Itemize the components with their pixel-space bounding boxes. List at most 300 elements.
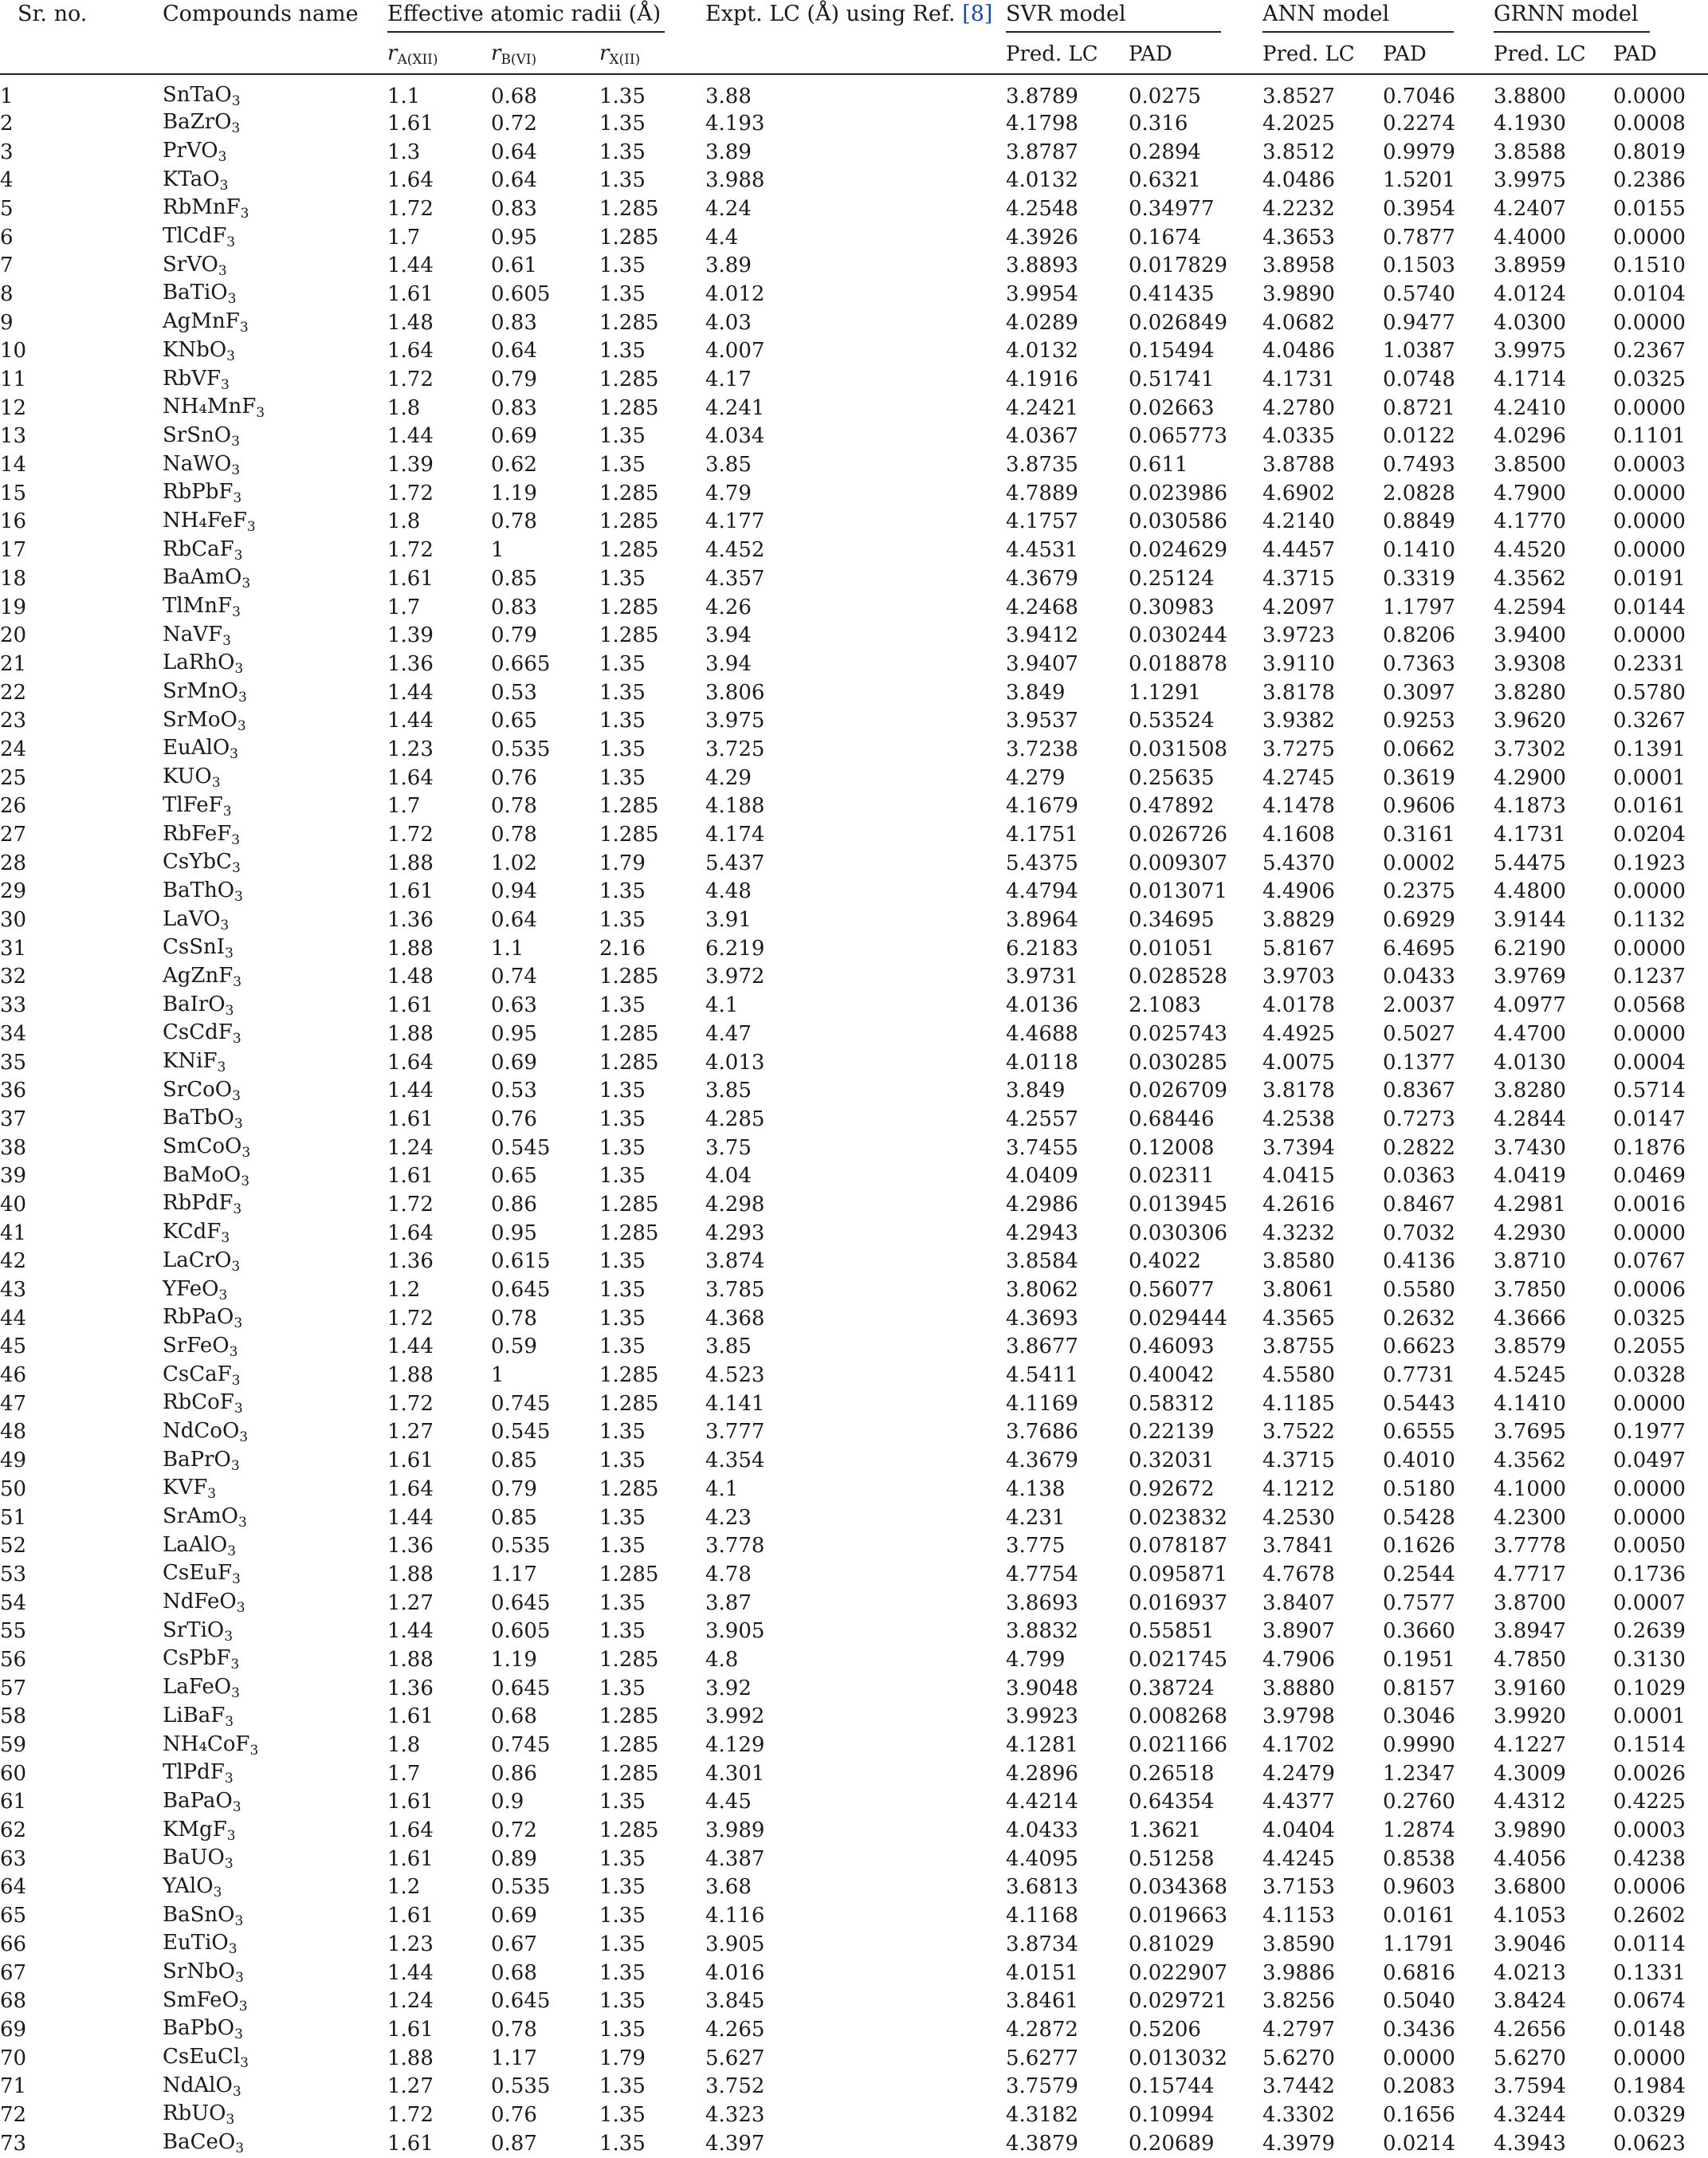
table-row: [0, 1190, 1708, 1219]
expt-lc-cell: 3.94: [705, 651, 752, 676]
svr-pred-cell: 3.8584: [1006, 1249, 1078, 1274]
table-row: [0, 1930, 1708, 1959]
grnn-pred-cell: 4.0296: [1494, 424, 1566, 449]
svr-pad-cell: 0.024629: [1129, 538, 1228, 563]
ann-pred-cell: 3.8880: [1262, 1676, 1335, 1700]
grnn-pad-cell: 0.1510: [1613, 254, 1686, 278]
r-x-cell: 1.285: [599, 595, 659, 619]
expt-lc-cell: 4.8: [705, 1647, 739, 1672]
grnn-pred-cell: 3.7850: [1494, 1278, 1566, 1303]
svr-pred-cell: 4.1281: [1006, 1733, 1078, 1758]
table-row: [0, 1361, 1708, 1390]
r-b-cell: 0.62: [491, 453, 537, 478]
compound-cell: BaSnO$_3$: [163, 1902, 244, 1929]
r-x-cell: 1.35: [599, 1164, 646, 1189]
table-row: [0, 849, 1708, 878]
grnn-pred-cell: 3.9620: [1494, 709, 1566, 733]
compound-cell: BaUO$_3$: [163, 1846, 234, 1873]
r-b-cell: 0.78: [491, 2017, 537, 2042]
header-svr-model: SVR model: [1006, 0, 1262, 35]
r-b-cell: 0.89: [491, 1846, 537, 1871]
spacer-cell: [96, 365, 163, 394]
header-compound-name: Compounds name: [163, 2, 359, 26]
r-x-cell: 1.285: [599, 1221, 659, 1245]
grnn-pred-cell: 4.2844: [1494, 1107, 1566, 1131]
expt-lc-cell: 4.48: [705, 879, 752, 904]
spacer-cell: [96, 1674, 163, 1703]
ann-pad-cell: 0.0122: [1383, 424, 1455, 449]
svr-pad-cell: 0.065773: [1129, 424, 1228, 449]
r-b-cell: 0.545: [491, 1420, 551, 1445]
compound-cell: BaIrO$_3$: [163, 992, 234, 1019]
spacer-cell: [96, 1418, 163, 1447]
sr-no-cell: 23: [0, 709, 27, 733]
spacer-cell: [96, 508, 163, 537]
svr-pred-cell: 3.8461: [1006, 1989, 1078, 2014]
r-x-cell: 1.35: [599, 1960, 646, 1985]
sr-no-cell: 8: [0, 281, 14, 306]
spacer-cell: [96, 706, 163, 735]
svr-pred-cell: 4.7754: [1006, 1562, 1078, 1586]
grnn-pred-cell: 3.7302: [1494, 737, 1566, 761]
table-row: [0, 678, 1708, 707]
ann-pred-cell: 4.0486: [1262, 339, 1335, 364]
ann-pad-cell: 0.0748: [1383, 368, 1455, 392]
ann-pred-cell: 4.1478: [1262, 794, 1335, 819]
grnn-pad-cell: 0.0469: [1613, 1164, 1686, 1189]
grnn-pad-cell: 0.0000: [1613, 225, 1686, 250]
svr-pad-cell: 0.25124: [1129, 566, 1215, 591]
table-row: [0, 1105, 1708, 1134]
r-x-cell: 1.285: [599, 1476, 659, 1501]
ann-pad-cell: 0.6816: [1383, 1960, 1455, 1985]
ann-pad-cell: 0.4136: [1383, 1249, 1455, 1274]
compound-cell: RbCoF$_3$: [163, 1390, 243, 1417]
svr-pred-cell: 4.0132: [1006, 339, 1078, 364]
r-b-cell: 0.94: [491, 879, 537, 904]
compound-cell: RbPbF$_3$: [163, 480, 242, 507]
svr-pad-cell: 0.15744: [1129, 2074, 1215, 2099]
ann-pred-cell: 4.2232: [1262, 196, 1335, 221]
spacer-cell: [96, 764, 163, 792]
sr-no-cell: 7: [0, 254, 14, 278]
reference-link[interactable]: [8]: [962, 2, 993, 26]
expt-lc-cell: 4.034: [705, 424, 765, 449]
spacer-cell: [96, 1446, 163, 1475]
grnn-pad-cell: 0.0000: [1613, 509, 1686, 534]
ann-pred-cell: 3.8580: [1262, 1249, 1335, 1274]
grnn-pred-cell: 4.1714: [1494, 368, 1566, 392]
header-r-a: $r_{A(XII)}$: [387, 35, 491, 74]
ann-pad-cell: 0.6555: [1383, 1420, 1455, 1445]
sr-no-cell: 72: [0, 2102, 27, 2127]
ann-pred-cell: 3.9890: [1262, 281, 1335, 306]
svr-pred-cell: 4.7889: [1006, 481, 1078, 505]
svr-pad-cell: 0.030306: [1129, 1221, 1228, 1245]
header-sr-no: Sr. no.: [18, 2, 88, 26]
sr-no-cell: 55: [0, 1619, 27, 1644]
svr-pred-cell: 4.2986: [1006, 1192, 1078, 1217]
ann-pad-cell: 0.2375: [1383, 879, 1455, 904]
r-b-cell: 0.53: [491, 680, 537, 705]
grnn-pred-cell: 3.9975: [1494, 339, 1566, 364]
sr-no-cell: 47: [0, 1391, 27, 1416]
sr-no-cell: 42: [0, 1249, 27, 1274]
sr-no-cell: 28: [0, 851, 27, 875]
grnn-pad-cell: 0.1101: [1613, 424, 1686, 449]
compound-cell: SrSnO$_3$: [163, 423, 240, 450]
r-a-cell: 1.61: [387, 566, 434, 591]
grnn-pad-cell: 0.0004: [1613, 1050, 1686, 1075]
svr-pred-cell: 4.1751: [1006, 823, 1078, 847]
grnn-pred-cell: 4.4056: [1494, 1846, 1566, 1871]
grnn-pad-cell: 0.0497: [1613, 1448, 1686, 1473]
expt-lc-cell: 3.725: [705, 737, 765, 761]
compound-cell: SrFeO$_3$: [163, 1333, 238, 1360]
spacer-cell: [96, 195, 163, 223]
grnn-pred-cell: 3.9975: [1494, 168, 1566, 193]
ann-pred-cell: 5.6270: [1262, 2046, 1335, 2070]
r-x-cell: 1.35: [599, 1505, 646, 1530]
r-b-cell: 0.86: [491, 1761, 537, 1786]
svr-pad-cell: 0.023986: [1129, 481, 1228, 505]
r-b-cell: 0.745: [491, 1733, 551, 1758]
compound-cell: BaZrO$_3$: [163, 110, 241, 137]
sr-no-cell: 24: [0, 737, 27, 761]
ann-pred-cell: 4.2797: [1262, 2017, 1335, 2042]
ann-pad-cell: 0.6929: [1383, 908, 1455, 933]
compound-cell: CsPbF$_3$: [163, 1646, 240, 1673]
expt-lc-cell: 4.26: [705, 595, 752, 619]
grnn-pad-cell: 0.0674: [1613, 1989, 1686, 2014]
ann-pred-cell: 4.0486: [1262, 168, 1335, 193]
table-row: [0, 1816, 1708, 1845]
grnn-pad-cell: 0.0001: [1613, 1704, 1686, 1729]
ann-pred-cell: 4.3653: [1262, 225, 1335, 250]
svr-pad-cell: 0.64354: [1129, 1790, 1215, 1814]
grnn-pred-cell: 3.6800: [1494, 1875, 1566, 1900]
grnn-pred-cell: 3.9144: [1494, 908, 1566, 933]
table-row: [0, 1560, 1708, 1589]
r-b-cell: 0.78: [491, 823, 537, 847]
svr-pad-cell: 0.47892: [1129, 794, 1215, 819]
sr-no-cell: 69: [0, 2017, 27, 2042]
ann-pred-cell: 4.0178: [1262, 993, 1335, 1018]
sr-no-cell: 25: [0, 765, 27, 790]
table-row: [0, 2129, 1708, 2158]
grnn-pad-cell: 0.0000: [1613, 1021, 1686, 1046]
ann-pred-cell: 4.3565: [1262, 1306, 1335, 1331]
table-row: [0, 280, 1708, 309]
r-b-cell: 0.85: [491, 566, 537, 591]
ann-pred-cell: 4.3715: [1262, 1448, 1335, 1473]
r-b-cell: 0.535: [491, 1875, 551, 1900]
r-a-cell: 1.72: [387, 196, 434, 221]
ann-pad-cell: 0.7273: [1383, 1107, 1455, 1131]
compound-cell: TlCdF$_3$: [163, 224, 236, 251]
ann-pad-cell: 0.8206: [1383, 623, 1455, 648]
r-x-cell: 1.285: [599, 481, 659, 505]
compound-cell: SrVO$_3$: [163, 252, 227, 279]
compound-cell: RbPaO$_3$: [163, 1305, 243, 1332]
ann-pad-cell: 0.7046: [1383, 84, 1455, 108]
svr-pad-cell: 0.009307: [1129, 851, 1228, 875]
ann-pred-cell: 4.3979: [1262, 2131, 1335, 2156]
expt-lc-cell: 3.94: [705, 623, 752, 648]
grnn-pred-cell: 3.9308: [1494, 651, 1566, 676]
sr-no-cell: 61: [0, 1790, 27, 1814]
r-b-cell: 0.67: [491, 1932, 537, 1956]
ann-pred-cell: 4.2745: [1262, 765, 1335, 790]
grnn-pad-cell: 0.0000: [1613, 879, 1686, 904]
ann-pad-cell: 0.2760: [1383, 1790, 1455, 1814]
svr-pad-cell: 0.56077: [1129, 1278, 1215, 1303]
compound-cell: SmFeO$_3$: [163, 1987, 248, 2015]
ann-pad-cell: 0.3436: [1383, 2017, 1455, 2042]
svr-pred-cell: 4.2548: [1006, 196, 1078, 221]
svr-pad-cell: 0.46093: [1129, 1335, 1215, 1359]
r-a-cell: 1.72: [387, 2102, 434, 2127]
grnn-pad-cell: 0.0325: [1613, 1306, 1686, 1331]
sr-no-cell: 27: [0, 823, 27, 847]
sr-no-cell: 71: [0, 2074, 27, 2099]
sr-no-cell: 14: [0, 453, 27, 478]
spacer-cell: [96, 1304, 163, 1333]
sr-no-cell: 43: [0, 1278, 27, 1303]
ann-pad-cell: 0.7731: [1383, 1363, 1455, 1388]
compound-cell: LaVO$_3$: [163, 906, 230, 934]
ann-pred-cell: 4.1185: [1262, 1391, 1335, 1416]
r-x-cell: 1.285: [599, 794, 659, 819]
ann-pred-cell: 3.8512: [1262, 140, 1335, 164]
svr-pred-cell: 4.0118: [1006, 1050, 1078, 1075]
ann-pred-cell: 4.1608: [1262, 823, 1335, 847]
ann-pad-cell: 0.8721: [1383, 395, 1455, 420]
ann-pad-cell: 0.5428: [1383, 1505, 1455, 1530]
table-row: [0, 2101, 1708, 2129]
compound-cell: BaTiO$_3$: [163, 281, 237, 308]
ann-pred-cell: 3.8829: [1262, 908, 1335, 933]
svr-pad-cell: 0.0275: [1129, 84, 1201, 108]
r-b-cell: 0.95: [491, 225, 537, 250]
ann-pad-cell: 0.5740: [1383, 281, 1455, 306]
r-a-cell: 1.8: [387, 509, 421, 534]
expt-lc-cell: 3.806: [705, 680, 765, 705]
r-b-cell: 0.605: [491, 1619, 551, 1644]
ann-pred-cell: 3.7394: [1262, 1135, 1335, 1160]
grnn-pred-cell: 4.0130: [1494, 1050, 1566, 1075]
r-a-cell: 1.7: [387, 1761, 421, 1786]
ann-pred-cell: 3.8178: [1262, 1079, 1335, 1103]
spacer-cell: [96, 1560, 163, 1589]
spacer-cell: [96, 735, 163, 764]
compound-cell: CsYbC$_3$: [163, 850, 241, 877]
expt-lc-cell: 3.785: [705, 1278, 765, 1303]
grnn-pred-cell: 3.7695: [1494, 1420, 1566, 1445]
compound-cell: AgZnF$_3$: [163, 963, 242, 990]
grnn-pad-cell: 0.0144: [1613, 595, 1686, 619]
ann-pad-cell: 0.4010: [1383, 1448, 1455, 1473]
ann-pad-cell: 0.8849: [1383, 509, 1455, 534]
r-a-cell: 1.44: [387, 1960, 434, 1985]
sr-no-cell: 62: [0, 1818, 27, 1843]
grnn-pad-cell: 0.2602: [1613, 1904, 1686, 1928]
svr-pad-cell: 0.026849: [1129, 310, 1228, 335]
grnn-pred-cell: 4.7900: [1494, 481, 1566, 505]
r-b-cell: 0.61: [491, 254, 537, 278]
ann-pad-cell: 0.3046: [1383, 1704, 1455, 1729]
r-a-cell: 1.2: [387, 1875, 421, 1900]
svr-pad-cell: 0.034368: [1129, 1875, 1228, 1900]
ann-pred-cell: 4.3715: [1262, 566, 1335, 591]
ann-pred-cell: 4.2140: [1262, 509, 1335, 534]
r-a-cell: 1.61: [387, 1107, 434, 1131]
sr-no-cell: 52: [0, 1534, 27, 1559]
spacer-cell: [96, 1759, 163, 1788]
grnn-pred-cell: 4.4000: [1494, 225, 1566, 250]
svr-pad-cell: 0.34695: [1129, 908, 1215, 933]
svr-pred-cell: 4.2896: [1006, 1761, 1078, 1786]
ann-pred-cell: 4.3232: [1262, 1221, 1335, 1245]
svr-pred-cell: 3.8787: [1006, 140, 1078, 164]
sr-no-cell: 33: [0, 993, 27, 1018]
svr-pred-cell: 4.3679: [1006, 1448, 1078, 1473]
r-a-cell: 1.44: [387, 680, 434, 705]
svr-pad-cell: 0.32031: [1129, 1448, 1215, 1473]
r-b-cell: 0.83: [491, 310, 537, 335]
grnn-pred-cell: 3.9160: [1494, 1676, 1566, 1700]
sr-no-cell: 48: [0, 1420, 27, 1445]
ann-pad-cell: 0.5443: [1383, 1391, 1455, 1416]
grnn-pred-cell: 3.9769: [1494, 965, 1566, 989]
spacer-cell: [96, 593, 163, 622]
compound-cell: SrMnO$_3$: [163, 679, 247, 706]
ann-pred-cell: 4.0335: [1262, 424, 1335, 449]
sr-no-cell: 10: [0, 339, 27, 364]
expt-lc-cell: 4.29: [705, 765, 752, 790]
compound-cell: SrTiO$_3$: [163, 1618, 234, 1645]
svr-pred-cell: 5.6277: [1006, 2046, 1078, 2070]
grnn-pred-cell: 3.9046: [1494, 1932, 1566, 1956]
spacer-cell: [96, 792, 163, 821]
ann-pad-cell: 0.0161: [1383, 1904, 1455, 1928]
r-b-cell: 0.745: [491, 1391, 551, 1416]
grnn-pred-cell: 4.2407: [1494, 196, 1566, 221]
svr-pad-cell: 0.013032: [1129, 2046, 1228, 2070]
table-row: [0, 2072, 1708, 2101]
table-row: [0, 1674, 1708, 1703]
grnn-pad-cell: 0.0000: [1613, 395, 1686, 420]
expt-lc-cell: 3.89: [705, 140, 752, 164]
r-x-cell: 1.35: [599, 453, 646, 478]
sr-no-cell: 31: [0, 936, 27, 961]
r-a-cell: 1.23: [387, 737, 434, 761]
svr-pad-cell: 0.6321: [1129, 168, 1201, 193]
spacer-cell: [96, 109, 163, 138]
table-row: [0, 1788, 1708, 1817]
grnn-pad-cell: 0.0000: [1613, 1221, 1686, 1245]
grnn-pred-cell: 4.3009: [1494, 1761, 1566, 1786]
grnn-pad-cell: 0.0000: [1613, 1505, 1686, 1530]
ann-pred-cell: 3.8256: [1262, 1989, 1335, 2014]
ann-pad-cell: 0.1626: [1383, 1534, 1455, 1559]
r-a-cell: 1.61: [387, 993, 434, 1018]
r-b-cell: 0.78: [491, 1306, 537, 1331]
svr-pad-cell: 0.81029: [1129, 1932, 1215, 1956]
svr-pred-cell: 5.4375: [1006, 851, 1078, 875]
table-row: [0, 1987, 1708, 2015]
spacer-cell: [96, 2129, 163, 2158]
table-row: [0, 223, 1708, 252]
r-a-cell: 1.61: [387, 2017, 434, 2042]
spacer-cell: [96, 1816, 163, 1845]
svr-pad-cell: 0.58312: [1129, 1391, 1215, 1416]
svr-pred-cell: 4.2872: [1006, 2017, 1078, 2042]
sr-no-cell: 9: [0, 310, 14, 335]
grnn-pred-cell: 3.8579: [1494, 1335, 1566, 1359]
grnn-pad-cell: 0.3130: [1613, 1647, 1686, 1672]
ann-pad-cell: 1.2874: [1383, 1818, 1455, 1843]
r-a-cell: 1.72: [387, 481, 434, 505]
r-b-cell: 0.68: [491, 1960, 537, 1985]
r-a-cell: 1.39: [387, 453, 434, 478]
table-row: [0, 138, 1708, 167]
grnn-pad-cell: 0.0000: [1613, 2046, 1686, 2070]
svr-pad-cell: 0.021745: [1129, 1647, 1228, 1672]
ann-pad-cell: 1.0387: [1383, 339, 1455, 364]
sr-no-cell: 32: [0, 965, 27, 989]
ann-pred-cell: 4.0075: [1262, 1050, 1335, 1075]
spacer-cell: [96, 1504, 163, 1532]
sr-no-cell: 12: [0, 395, 27, 420]
r-x-cell: 1.35: [599, 1448, 646, 1473]
r-x-cell: 1.35: [599, 1904, 646, 1928]
r-x-cell: 1.35: [599, 737, 646, 761]
grnn-pad-cell: 0.0623: [1613, 2131, 1686, 2156]
r-x-cell: 1.35: [599, 651, 646, 676]
r-x-cell: 1.35: [599, 1676, 646, 1700]
r-x-cell: 2.16: [599, 936, 646, 961]
ann-pred-cell: 3.8958: [1262, 254, 1335, 278]
table-row: [0, 1304, 1708, 1333]
table-row: [0, 166, 1708, 195]
expt-lc-cell: 4.285: [705, 1107, 765, 1131]
r-b-cell: 0.72: [491, 111, 537, 136]
r-x-cell: 1.35: [599, 1420, 646, 1445]
expt-lc-cell: 3.975: [705, 709, 765, 733]
spacer-cell: [96, 1845, 163, 1873]
spacer-cell: [96, 1589, 163, 1618]
sr-no-cell: 4: [0, 168, 14, 193]
spacer-cell: [96, 1134, 163, 1162]
svr-pred-cell: 3.7686: [1006, 1420, 1078, 1445]
grnn-pred-cell: 4.0213: [1494, 1960, 1566, 1985]
grnn-pad-cell: 0.0147: [1613, 1107, 1686, 1131]
ann-pad-cell: 0.7877: [1383, 225, 1455, 250]
r-b-cell: 0.76: [491, 765, 537, 790]
table-row: [0, 1048, 1708, 1077]
expt-lc-cell: 5.437: [705, 851, 765, 875]
header-grnn-pred: Pred. LC: [1494, 35, 1613, 74]
r-x-cell: 1.285: [599, 509, 659, 534]
sr-no-cell: 20: [0, 623, 27, 648]
table-row: [0, 251, 1708, 280]
table-row: [0, 934, 1708, 963]
compound-cell: KTaO$_3$: [163, 167, 229, 194]
expt-lc-cell: 3.68: [705, 1875, 752, 1900]
spacer-cell: [96, 1361, 163, 1390]
spacer-cell: [96, 1162, 163, 1190]
